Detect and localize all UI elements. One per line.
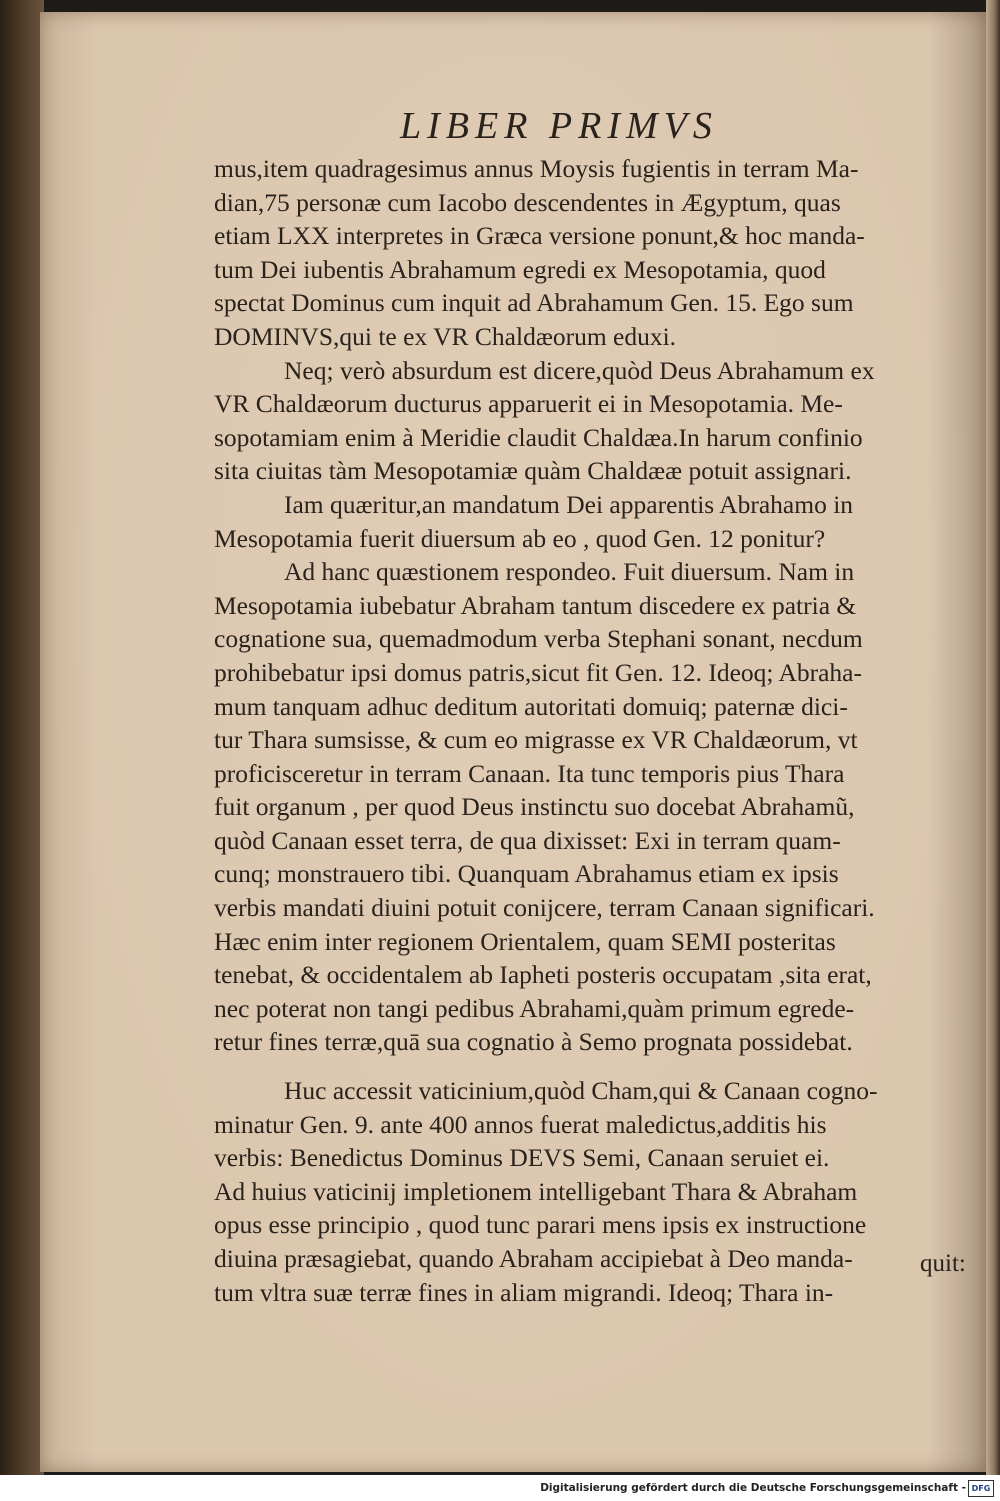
text-line: etiam LXX interpretes in Græca versione ponunt,& hoc manda-	[214, 221, 865, 251]
text-line: Neq; verò absurdum est dicere,quòd Deus Abrahamum ex	[284, 355, 875, 385]
text-line: mus,item quadragesimus annus Moysis fugientis in terram Ma-	[214, 154, 859, 183]
text-line: quòd Canaan esset terra, de qua dixisset: Exi in terram quam-	[214, 825, 841, 855]
text-line: Ad huius vaticinij impletionem intelligebant Thara & Abraham	[214, 1176, 858, 1206]
text-line: cunq; monstrauero tibi. Quanquam Abrahamus etiam ex ipsis	[214, 859, 839, 889]
digitization-footer	[0, 1475, 1000, 1501]
text-line: diuina præsagiebat, quando Abraham accipiebat à Deo manda-	[214, 1244, 853, 1273]
text-line: tur Thara sumsisse, & cum eo migrasse ex VR Chaldæorum, vt	[214, 725, 858, 755]
text-line: opus esse principio , quod tunc parari mens ipsis ex instructione	[214, 1210, 867, 1240]
text-line: Mesopotamia fuerit diuersum ab eo , quod Gen. 12 ponitur?	[214, 523, 826, 553]
text-line: fuit organum , per quod Deus instinctu suo docebat Abrahamũ,	[214, 792, 855, 822]
text-line: Huc accessit vaticinium,quòd Cham,qui & Canaan cogno-	[284, 1076, 878, 1106]
text-line: retur fines terræ,quā sua cognatio à Semo prognata possidebat.	[214, 1027, 853, 1057]
body-text	[214, 152, 970, 1309]
book-spine-edge	[0, 0, 44, 1475]
text-line: sita ciuitas tàm Mesopotamiæ quàm Chaldææ potuit assignari.	[214, 456, 852, 486]
running-head: LIBER PRIMVS	[400, 105, 718, 147]
text-line: Ad hanc quæstionem respondeo. Fuit diuersum. Nam in	[284, 557, 855, 587]
text-line: sopotamiam enim à Meridie claudit Chaldæa.In harum confinio	[214, 422, 863, 452]
dfg-logo-icon: DFG	[968, 1480, 994, 1497]
text-line: Hæc enim inter regionem Orientalem, quam SEMI posteritas	[214, 926, 836, 956]
text-line: verbis mandati diuini potuit conijcere, terram Canaan significari.	[214, 893, 875, 923]
text-line: VR Chaldæorum ducturus apparuerit ei in Mesopotamia. Me-	[214, 389, 843, 419]
text-line: dian,75 personæ cum Iacobo descendentes in Ægyptum, quas	[214, 187, 841, 217]
page-right-edge	[986, 0, 1000, 1475]
text-line: tum Dei iubentis Abrahamum egredi ex Mesopotamia, quod	[214, 254, 826, 284]
text-line: tenebat, & occidentalem ab Iapheti posteris occupatam ,sita erat,	[214, 960, 872, 990]
text-line: spectat Dominus cum inquit ad Abrahamum Gen. 15. Ego sum	[214, 288, 854, 318]
text-line: tum vltra suæ terræ fines in aliam migrandi. Ideoq; Thara in-	[214, 1277, 834, 1307]
text-line: nec poterat non tangi pedibus Abrahami,quàm primum egrede-	[214, 993, 855, 1023]
text-line: mum tanquam adhuc deditum autoritati domuiq; paternæ dici-	[214, 691, 848, 721]
text-line: prohibebatur ipsi domus patris,sicut fit Gen. 12. Ideoq; Abraha-	[214, 657, 862, 687]
text-line: minatur Gen. 9. ante 400 annos fuerat maledictus,additis his	[214, 1109, 827, 1139]
text-line: verbis: Benedictus Dominus DEVS Semi, Canaan seruiet ei.	[214, 1143, 830, 1173]
funding-notice: Digitalisierung gefördert durch die Deutsche Forschungsgemeinschaft -	[540, 1482, 966, 1494]
text-line: cognatione sua, quemadmodum verba Stephani sonant, necdum	[214, 624, 863, 654]
text-line: DOMINVS,qui te ex VR Chaldæorum eduxi.	[214, 321, 677, 351]
text-line: Iam quæritur,an mandatum Dei apparentis Abrahamo in	[284, 489, 854, 519]
text-line: Mesopotamia iubebatur Abraham tantum discedere ex patria &	[214, 590, 857, 620]
text-line: proficisceretur in terram Canaan. Ita tunc temporis pius Thara	[214, 758, 845, 788]
catchword: quit:	[920, 1250, 966, 1277]
